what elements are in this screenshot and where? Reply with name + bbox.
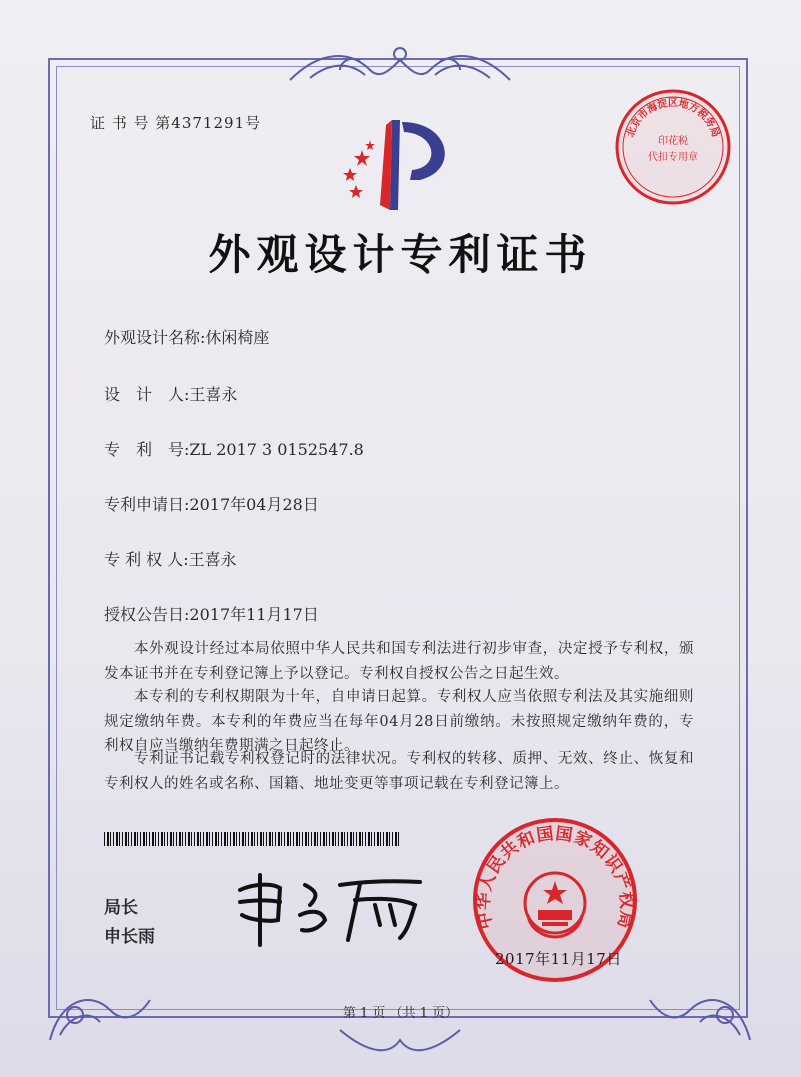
designer-row [104, 382, 237, 405]
grant-date-value: 2017年11月17日 [189, 605, 319, 624]
filing-date-row [104, 492, 319, 515]
patentee-row [104, 547, 237, 570]
page-number: 第 1 页 （共 1 页） [342, 1006, 459, 1021]
patent-number-value: ZL 2017 3 0152547.8 [189, 440, 364, 459]
bottom-center-ornament [330, 1020, 470, 1060]
designer-value: 王喜永 [189, 385, 238, 404]
certificate-number: 证 书 号 第4371291号 [90, 114, 262, 132]
tax-stamp-line1: 印花税 [658, 136, 688, 147]
design-name-label: 外观设计名称: [104, 328, 206, 347]
grant-date-label: 授权公告日: [104, 605, 190, 624]
official-seal-text: 中华人民共和国国家知识产权局 [473, 823, 637, 931]
seal-date: 2017年11月17日 [495, 950, 622, 968]
grant-date-row [104, 602, 319, 625]
patentee-value: 王喜永 [188, 550, 237, 569]
tax-stamp-ring-text: 北京市海淀区地方税务局 [625, 98, 721, 139]
tax-stamp [612, 86, 734, 208]
barcode [104, 832, 400, 846]
filing-date-label: 专利申请日: [104, 495, 190, 514]
paragraph-legal-status: 专利证书记载专利权登记时的法律状况。专利权的转移、质押、无效、终止、恢复和专利权人的姓名或名称、国籍、地址变更等事项记载在专利登记簿上。 [104, 751, 694, 792]
paragraph-grant: 本外观设计经过本局依照中华人民共和国专利法进行初步审查，决定授予专利权，颁发本证书并在专利登记簿上予以登记。专利权自授权公告之日起生效。 [104, 641, 694, 682]
design-name-row [104, 325, 269, 348]
designer-label: 设 计 人: [104, 385, 190, 404]
patent-number-label: 专 利 号: [104, 440, 190, 459]
director-name: 申长雨 [104, 927, 155, 947]
filing-date-value: 2017年04月28日 [189, 495, 319, 514]
certificate-title: 外观设计专利证书 [208, 230, 593, 279]
top-ornament [280, 40, 520, 90]
paragraph-term: 本专利的专利权期限为十年，自申请日起算。专利权人应当依照专利法及其实施细则规定缴纳年费。本专利的年费应当在每年04月28日前缴纳。未按照规定缴纳年费的，专利权自应当缴纳年费期满之日起终止。 [104, 689, 694, 754]
tax-stamp-line2: 代扣专用章 [648, 152, 698, 163]
director-title: 局长 [104, 898, 138, 918]
director-signature [230, 870, 430, 950]
patent-number-row [104, 437, 364, 460]
design-name-value: 休闲椅座 [205, 328, 270, 347]
patent-office-logo [330, 110, 470, 220]
patentee-label: 专 利 权 人: [104, 550, 189, 569]
